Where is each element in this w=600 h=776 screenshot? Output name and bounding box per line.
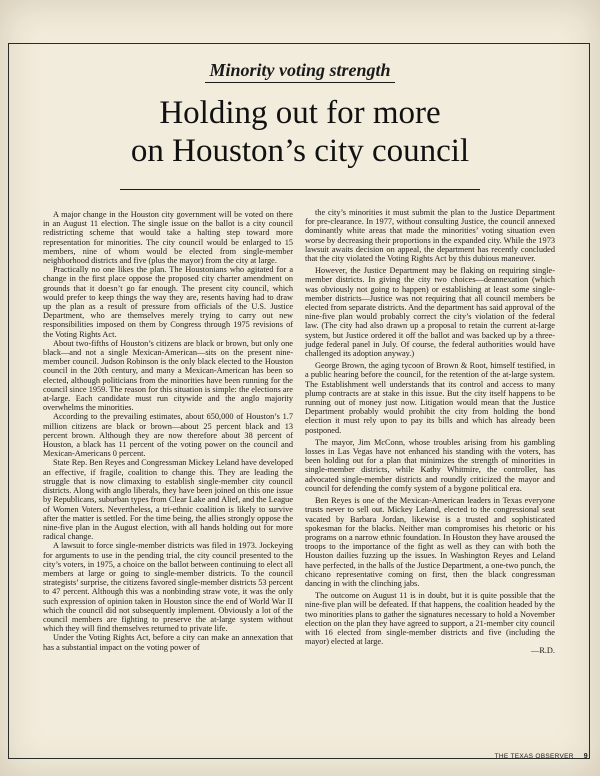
paragraph: the city’s minorities it must submit the plan to the Justice Department for pre-clearance. In 1977, without consulting Justice, the council annexed dominantly white areas that made the minorities’ voting situation even worse by decreasing their proportions in the expanded city. While the 1973 lawsuit awaits decision on appeal, the department has recently concluded that the city violated the Voting Rights Act by this dubious maneuver.	[305, 208, 555, 264]
headline-line-1: Holding out for more	[159, 95, 441, 131]
paragraph: About two-fifths of Houston’s citizens are black or brown, but only one black—and not a single Mexican-American—sits on the present nine-member council. Judson Robinson is the only black elected to the Houston council in the 20th century, and many a Mexican-American has been so elected, although politicians from the minorities have been running for the council since 1959. The reason for this situation is simple: the elections are at-large. Each candidate must run citywide and the anglo majority overwhelms the minorities.	[43, 338, 293, 413]
left-column	[43, 210, 293, 652]
author-signature: —R.D.	[531, 646, 555, 656]
page-footer	[495, 753, 588, 760]
paragraph: However, the Justice Department may be flaking on requiring single-member districts. In giving the city two choices—deannexation (which was obviously not going to happen) or establishing at least some single-member districts—Justice was not requiring that all council members be elected from separate districts. And the department has said approval of the nine-five plan would probably correct the city’s violation of the federal law. (The city had also drawn up a proposal to retain the current at-large system, but Justice ordered it off the ballot and was backed up by a three-judge federal panel in July. Of course, the federal authorities would have challenged its adoption anyway.)	[305, 266, 555, 359]
paragraph: A major change in the Houston city government will be voted on there in an August 11 election. The single issue on the ballot is a city council redistricting scheme that would take a halting step toward more representation for minorities. The city council would be enlarged to 15 members, nine of whom would be elected from single-member neighborhood districts and five (plus the mayor) from the city at large.	[43, 210, 293, 266]
paragraph: According to the prevailing estimates, about 650,000 of Houston’s 1.7 million citizens are black or brown—about 25 percent black and 13 percent brown. Although they are now therefore about 38 percent of Houston, a black has 11 percent of the voting power on the council and Mexican-Americans 0 percent.	[43, 412, 293, 459]
kicker-text: Minority voting strength	[205, 60, 394, 83]
article-headline	[0, 94, 600, 170]
paragraph: Under the Voting Rights Act, before a city can make an annexation that has a substantial impact on the voting power of	[43, 633, 293, 652]
section-kicker	[0, 60, 600, 83]
headline-rule	[120, 189, 480, 190]
paragraph: The outcome on August 11 is in doubt, but it is quite possible that the nine-five plan will be defeated. If that happens, the coalition headed by the two minorities plans to gather the signatures necessary to hold a November election on the plan they have agreed to support, a 21-member city council with 16 elected from single-member districts and five (including the mayor) elected at large.	[305, 591, 555, 647]
paragraph: The mayor, Jim McConn, whose troubles arising from his gambling losses in Las Vegas have not enhanced his standing with the voters, has been holding out for a plan that minimizes the strength of minorities in single-member districts, while Kathy Whitmire, the controller, has advocated single-member districts and roundly criticized the mayor and council for defending the comfy system of a bygone political era.	[305, 437, 555, 493]
paragraph: A lawsuit to force single-member districts was filed in 1973. Jockeying for arguments to use in the pending trial, the city council presented to the city’s voters, in 1975, a choice on the ballot between continuing to elect all members at large or going to single-member districts. To the council strategists’ surprise, the citizens favored single-member districts 53 percent to 47 percent. Although this was a nonbinding straw vote, it was the only such expression of opinion taken in Houston since the end of World War II which the council did not subsequently implement. Obviously a lot of the council members are fighting to preserve the at-large system without which they will find themselves returned to private life.	[43, 541, 293, 634]
page-number: 9	[583, 753, 588, 760]
headline-line-2: on Houston’s city council	[130, 133, 470, 169]
paragraph: Practically no one likes the plan. The Houstonians who agitated for a change in the first place oppose the proposed city charter amendment on grounds that it doesn’t go far enough. The present city council, which would prefer to keep things the way they are, resents having had to draw up the plan as a result of pressure from officials of the U.S. Justice Department, who are themselves merely trying to carry out new responsibilities imposed on them by Congress through 1975 revisions of the Voting Rights Act.	[43, 265, 293, 339]
paragraph: State Rep. Ben Reyes and Congressman Mickey Leland have developed an effective, if fragile, coalition to change this. They are leading the struggle that is now climaxing to establish single-member city council districts. Along with anglo liberals, they have been joined on this one issue by Republicans, suburban types from Clear Lake and Alief, and the League of Women Voters. Nevertheless, a tri-ethnic coalition is likely to survive after the matter is settled. For the time being, the allies strongly oppose the nine-five plan in the August election, with all hands holding out for more radical change.	[43, 458, 293, 542]
publication-name: THE TEXAS OBSERVER	[494, 753, 574, 760]
paragraph: Ben Reyes is one of the Mexican-American leaders in Texas everyone trusts never to sell out. Mickey Leland, elected to the congressional seat vacated by Barbara Jordan, likewise is a trusted and sophisticated spokesman for the blacks. Neither man compromises his rhetoric or his programs on a narrow ethnic foundation. In Houston they have aroused the troops to the importance of the fight as well as they can with both the Houston dailies fuzzing up the issues. In Washington Reyes and Leland have perfected, in the halls of the Justice Department, a one-two punch, the chicano representative coming on first, then the black congressman dancing in with the clinching jabs.	[305, 496, 555, 588]
paragraph: George Brown, the aging tycoon of Brown & Root, himself testified, in a public hearing before the council, for the retention of the at-large system. The Establishment well understands that its control and access to many plump contracts are at stake in this issue. But the city itself happens to be running out of money just now. Litigation would mean that the Justice Department probably would prohibit the city from holding the bond election it must rely upon to pay its bills and which has already been postponed.	[305, 361, 555, 435]
right-column	[305, 208, 555, 656]
